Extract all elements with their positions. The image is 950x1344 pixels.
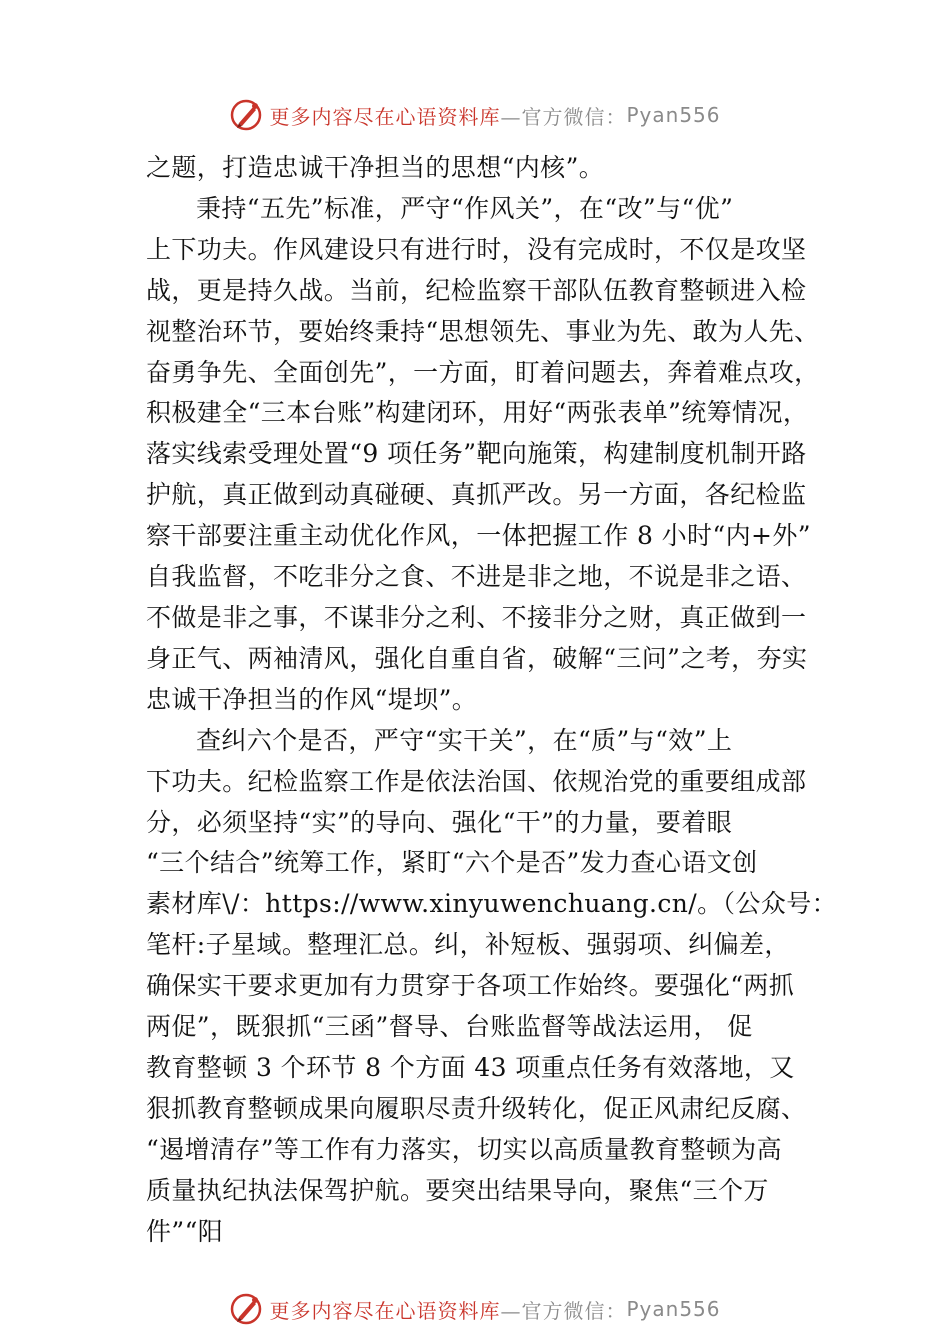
text-line: 查纠六个是否，严守“实干关”，在“质”与“效”上: [196, 725, 733, 755]
text-line: 两促”，既狠抓“三函”督导、台账监督等战法运用， 促: [146, 1012, 753, 1042]
article-body: [146, 148, 838, 1252]
footer-banner: [0, 1289, 950, 1329]
pen-logo-icon: [229, 98, 263, 132]
text-line: 忠诚干净担当的作风“堤坝”。: [146, 684, 478, 714]
banner-wechat-id: Pyan556: [626, 103, 721, 127]
text-line: 上下功夫。作风建设只有进行时，没有完成时，不仅是攻坚: [146, 234, 807, 264]
text-line: 素材库\/：https://www.xinyuwenchuang.cn/。（公众号：: [146, 889, 838, 919]
banner-site-name: 更多内容尽在心语资料库: [269, 104, 501, 129]
text-line: 狠抓教育整顿成果向履职尽责升级转化，促正风肃纪反腐、: [146, 1093, 807, 1123]
text-line: 分，必须坚持“实”的导向、强化“干”的力量，要着眼: [146, 807, 733, 837]
text-line: 教育整顿 3 个环节 8 个方面 43 项重点任务有效落地，又: [146, 1052, 795, 1082]
text-line: 战，更是持久战。当前，纪检监察干部队伍教育整顿进入检: [146, 275, 807, 305]
text-line: 确保实干要求更加有力贯穿于各项工作始终。要强化“两抓: [146, 971, 795, 1001]
banner-site-name: 更多内容尽在心语资料库: [269, 1298, 501, 1323]
text-line: 笔杆:子星域。整理汇总。纠，补短板、强弱项、纠偏差，: [146, 930, 790, 960]
text-line: “遏增清存”等工作有力落实，切实以高质量教育整顿为高: [146, 1134, 782, 1164]
text-line: 下功夫。纪检监察工作是依法治国、依规治党的重要组成部: [146, 766, 807, 796]
text-line: “三个结合”统筹工作，紧盯“六个是否”发力查心语文创: [146, 848, 758, 878]
text-line: 秉持“五先”标准，严守“作风关”，在“改”与“优”: [196, 193, 734, 223]
text-line: 落实线索受理处置“9 项任务”靶向施策，构建制度机制开路: [146, 439, 807, 469]
pen-logo-icon: [229, 1292, 263, 1326]
text-line: 质量执纪执法保驾护航。要突出结果导向，聚焦“三个万: [146, 1175, 769, 1205]
text-line: 身正气、两袖清风，强化自重自省，破解“三问”之考，夯实: [146, 643, 808, 673]
text-line: 之题，打造忠诚干净担当的思想“内核”。: [146, 153, 605, 182]
banner-wechat-label: —官方微信：: [500, 104, 627, 129]
text-line: 自我监督，不吃非分之食、不进是非之地，不说是非之语、: [146, 562, 807, 592]
header-banner: [0, 95, 950, 135]
text-line: 护航，真正做到动真碰硬、真抓严改。另一方面，各纪检监: [146, 480, 807, 510]
text-line: 积极建全“三本台账”构建闭环，用好“两张表单”统筹情况，: [146, 398, 809, 428]
text-line: 件”“阳: [146, 1216, 224, 1246]
banner-wechat-id: Pyan556: [626, 1297, 721, 1321]
banner-wechat-label: —官方微信：: [500, 1298, 627, 1323]
text-line: 视整治环节，要始终秉持“思想领先、事业为先、敢为人先、: [146, 316, 820, 346]
text-line: 不做是非之事，不谋非分之利、不接非分之财，真正做到一: [146, 602, 807, 632]
text-line: 奋勇争先、全面创先”，一方面，盯着问题去，奔着难点攻，: [146, 357, 820, 387]
text-line: 察干部要注重主动优化作风，一体把握工作 8 小时“内+外”: [146, 521, 811, 551]
